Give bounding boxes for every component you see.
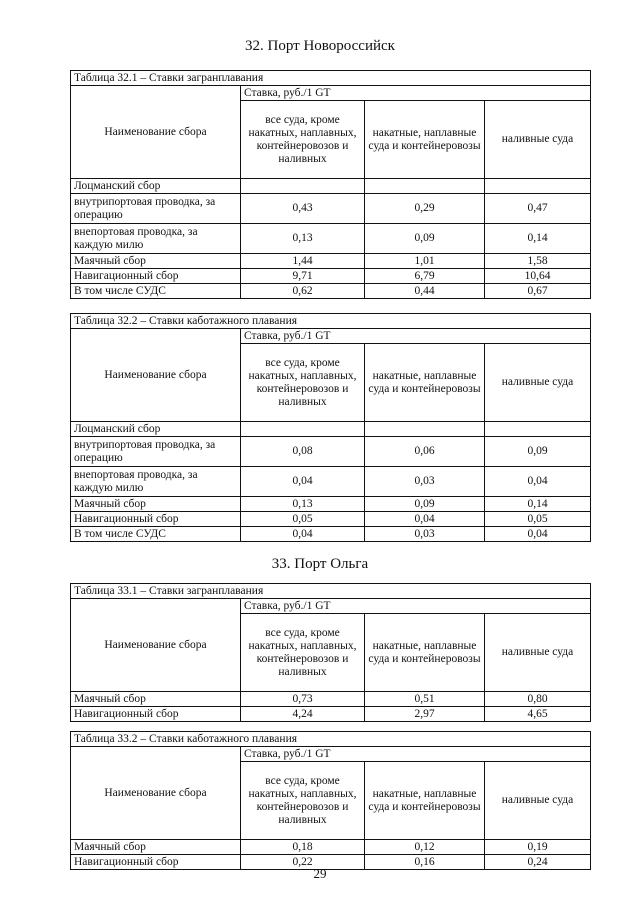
rate-cell: 0,03	[365, 467, 485, 497]
rate-cell: 0,04	[241, 527, 365, 542]
rate-cell	[241, 422, 365, 437]
row-label: Лоцманский сбор	[71, 179, 241, 194]
rate-cell	[485, 422, 591, 437]
rate-cell: 0,67	[485, 284, 591, 299]
rate-cell: 4,65	[485, 707, 591, 722]
table-caption: Таблица 32.1 – Ставки загранплавания	[71, 71, 591, 86]
section-title: 33. Порт Ольга	[271, 556, 369, 572]
column-header-roro: накатные, наплавные суда и контейнеровозы	[365, 101, 485, 179]
rate-cell: 0,09	[365, 497, 485, 512]
row-label: внутрипортовая проводка, за операцию	[71, 194, 241, 224]
rate-cell: 0,29	[365, 194, 485, 224]
rate-cell: 9,71	[241, 269, 365, 284]
row-label: Лоцманский сбор	[71, 422, 241, 437]
table-row	[71, 707, 591, 722]
rate-cell: 0,47	[485, 194, 591, 224]
rate-cell: 0,13	[241, 497, 365, 512]
rate-cell: 0,05	[485, 512, 591, 527]
column-header-general: все суда, кроме накатных, наплавных, контейнеровозов и наливных	[241, 614, 365, 692]
row-label: Маячный сбор	[71, 254, 241, 269]
rate-cell: 0,16	[365, 855, 485, 870]
rate-cell: 0,12	[365, 840, 485, 855]
rate-cell: 0,04	[485, 467, 591, 497]
column-header-fee-name: Наименование сбора	[71, 329, 241, 422]
column-header-tanker: наливные суда	[485, 344, 591, 422]
table-row	[71, 512, 591, 527]
rate-cell: 1,58	[485, 254, 591, 269]
rates-table	[70, 313, 591, 542]
table-row	[71, 284, 591, 299]
rate-cell: 0,04	[485, 527, 591, 542]
table-row	[71, 497, 591, 512]
rate-cell	[365, 179, 485, 194]
rate-cell	[365, 422, 485, 437]
rate-cell: 10,64	[485, 269, 591, 284]
column-header-roro: накатные, наплавные суда и контейнеровозы	[365, 344, 485, 422]
column-header-fee-name: Наименование сбора	[71, 86, 241, 179]
column-header-tanker: наливные суда	[485, 101, 591, 179]
rates-table	[70, 731, 591, 870]
rate-cell: 0,09	[485, 437, 591, 467]
rate-cell: 6,79	[365, 269, 485, 284]
row-label: внепортовая проводка, за каждую милю	[71, 467, 241, 497]
table-row	[71, 437, 591, 467]
rates-table	[70, 583, 591, 722]
rate-cell: 0,22	[241, 855, 365, 870]
rate-cell: 0,04	[241, 467, 365, 497]
rate-cell: 2,97	[365, 707, 485, 722]
column-header-tanker: наливные суда	[485, 614, 591, 692]
column-header-fee-name: Наименование сбора	[71, 599, 241, 692]
table-row	[71, 692, 591, 707]
rate-cell: 0,62	[241, 284, 365, 299]
rate-cell: 0,44	[365, 284, 485, 299]
column-header-rate: Ставка, руб./1 GT	[241, 329, 591, 344]
table-caption: Таблица 33.1 – Ставки загранплавания	[71, 584, 591, 599]
rate-cell	[485, 179, 591, 194]
row-label: Навигационный сбор	[71, 707, 241, 722]
rate-cell: 0,08	[241, 437, 365, 467]
row-label: Маячный сбор	[71, 497, 241, 512]
column-header-rate: Ставка, руб./1 GT	[241, 747, 591, 762]
column-header-fee-name: Наименование сбора	[71, 747, 241, 840]
rate-cell: 0,24	[485, 855, 591, 870]
table-row	[71, 254, 591, 269]
rate-cell: 0,51	[365, 692, 485, 707]
rate-cell: 0,05	[241, 512, 365, 527]
rate-cell: 0,03	[365, 527, 485, 542]
row-label: Маячный сбор	[71, 840, 241, 855]
rate-cell: 0,18	[241, 840, 365, 855]
rate-cell: 0,73	[241, 692, 365, 707]
column-header-general: все суда, кроме накатных, наплавных, контейнеровозов и наливных	[241, 101, 365, 179]
table-row	[71, 179, 591, 194]
table-row	[71, 467, 591, 497]
row-label: внутрипортовая проводка, за операцию	[71, 437, 241, 467]
column-header-tanker: наливные суда	[485, 762, 591, 840]
rate-cell: 1,01	[365, 254, 485, 269]
table-row	[71, 527, 591, 542]
rate-cell: 0,06	[365, 437, 485, 467]
table-row	[71, 224, 591, 254]
rate-cell: 0,19	[485, 840, 591, 855]
column-header-roro: накатные, наплавные суда и контейнеровозы	[365, 614, 485, 692]
row-label: Навигационный сбор	[71, 269, 241, 284]
rate-cell: 0,80	[485, 692, 591, 707]
table-caption: Таблица 32.2 – Ставки каботажного плавания	[71, 314, 591, 329]
column-header-general: все суда, кроме накатных, наплавных, контейнеровозов и наливных	[241, 762, 365, 840]
rates-table	[70, 70, 591, 299]
table-row	[71, 194, 591, 224]
row-label: В том числе СУДС	[71, 284, 241, 299]
rate-cell: 0,13	[241, 224, 365, 254]
section-title: 32. Порт Новороссийск	[245, 38, 395, 54]
table-row	[71, 422, 591, 437]
row-label: внепортовая проводка, за каждую милю	[71, 224, 241, 254]
rate-cell	[241, 179, 365, 194]
page-number: 29	[313, 866, 327, 881]
column-header-general: все суда, кроме накатных, наплавных, контейнеровозов и наливных	[241, 344, 365, 422]
rate-cell: 1,44	[241, 254, 365, 269]
rate-cell: 0,14	[485, 497, 591, 512]
column-header-rate: Ставка, руб./1 GT	[241, 599, 591, 614]
rate-cell: 0,09	[365, 224, 485, 254]
rate-cell: 0,43	[241, 194, 365, 224]
column-header-rate: Ставка, руб./1 GT	[241, 86, 591, 101]
row-label: Навигационный сбор	[71, 855, 241, 870]
rate-cell: 0,04	[365, 512, 485, 527]
rate-cell: 0,14	[485, 224, 591, 254]
rate-cell: 4,24	[241, 707, 365, 722]
table-row	[71, 269, 591, 284]
table-row	[71, 840, 591, 855]
column-header-roro: накатные, наплавные суда и контейнеровозы	[365, 762, 485, 840]
row-label: Маячный сбор	[71, 692, 241, 707]
row-label: В том числе СУДС	[71, 527, 241, 542]
row-label: Навигационный сбор	[71, 512, 241, 527]
table-caption: Таблица 33.2 – Ставки каботажного плавания	[71, 732, 591, 747]
